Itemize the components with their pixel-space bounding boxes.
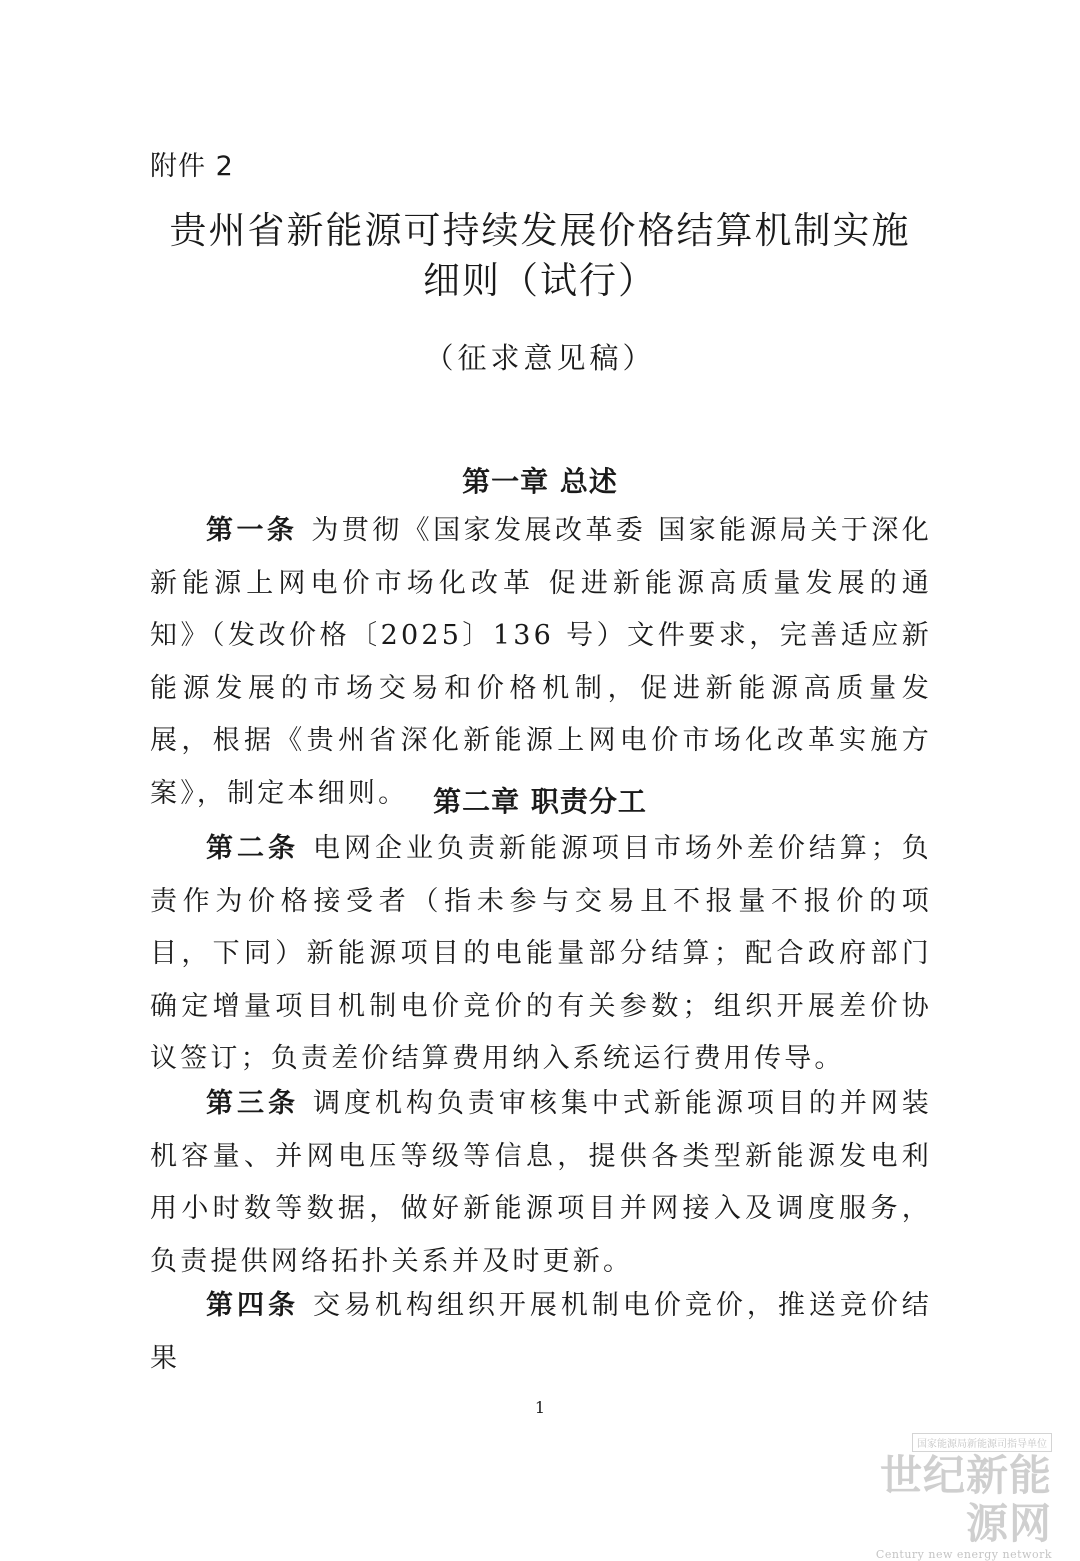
article-number: 第二条 [206,833,299,864]
article-number: 第三条 [206,1088,299,1119]
chapter-heading: 第二章 职责分工 [433,785,647,818]
watermark-logo [852,1432,1052,1561]
watermark-main-text: 世纪新能源网 [879,1451,1052,1548]
article-paragraph [150,505,932,820]
article-number: 第一条 [206,515,298,546]
article-text: 调度机构负责审核集中式新能源项目的并网装机容量、并网电压等级等信息，提供各类型新能源发电利用小时数等数据，做好新能源项目并网接入及调度服务，负责提供网络拓扑关系并及时更新。 [150,1088,933,1277]
watermark-sub-text: Century new energy network [875,1548,1052,1561]
article-paragraph [150,1280,932,1385]
article-text: 为贯彻《国家发展改革委 国家能源局关于深化新能源上网电价市场化改革 促进新能源高质量发展的通知》（发改价格〔2025〕136 号）文件要求，完善适应新能源发展的市场交易和价格机制，促进新能源高质量发展，根据《贵州省深化新能源上网电价市场化改革实施方案》，制定本细则。 [150,515,932,809]
document-title-line-1: 贵州省新能源可持续发展价格结算机制实施 [169,209,911,252]
chapter-heading: 第一章 总述 [462,465,618,498]
article-paragraph [150,1078,932,1288]
draft-subtitle: （征求意见稿） [424,341,656,375]
page-number: 1 [534,1398,546,1417]
article-paragraph [150,823,932,1086]
document-title-line-2: 细则（试行） [423,259,657,302]
attachment-label: 附件 2 [150,151,234,182]
article-text: 交易机构组织开展机制电价竞价，推送竞价结果 [150,1290,933,1374]
article-text: 电网企业负责新能源项目市场外差价结算；负责作为价格接受者（指未参与交易且不报量不报价的项目，下同）新能源项目的电能量部分结算；配合政府部门确定增量项目机制电价竞价的有关参数；组织开展差价协议签订；负责差价结算费用纳入系统运行费用传导。 [150,833,933,1074]
watermark-top-label: 国家能源局新能源司指导单位 [912,1433,1052,1452]
article-number: 第四条 [206,1290,299,1321]
